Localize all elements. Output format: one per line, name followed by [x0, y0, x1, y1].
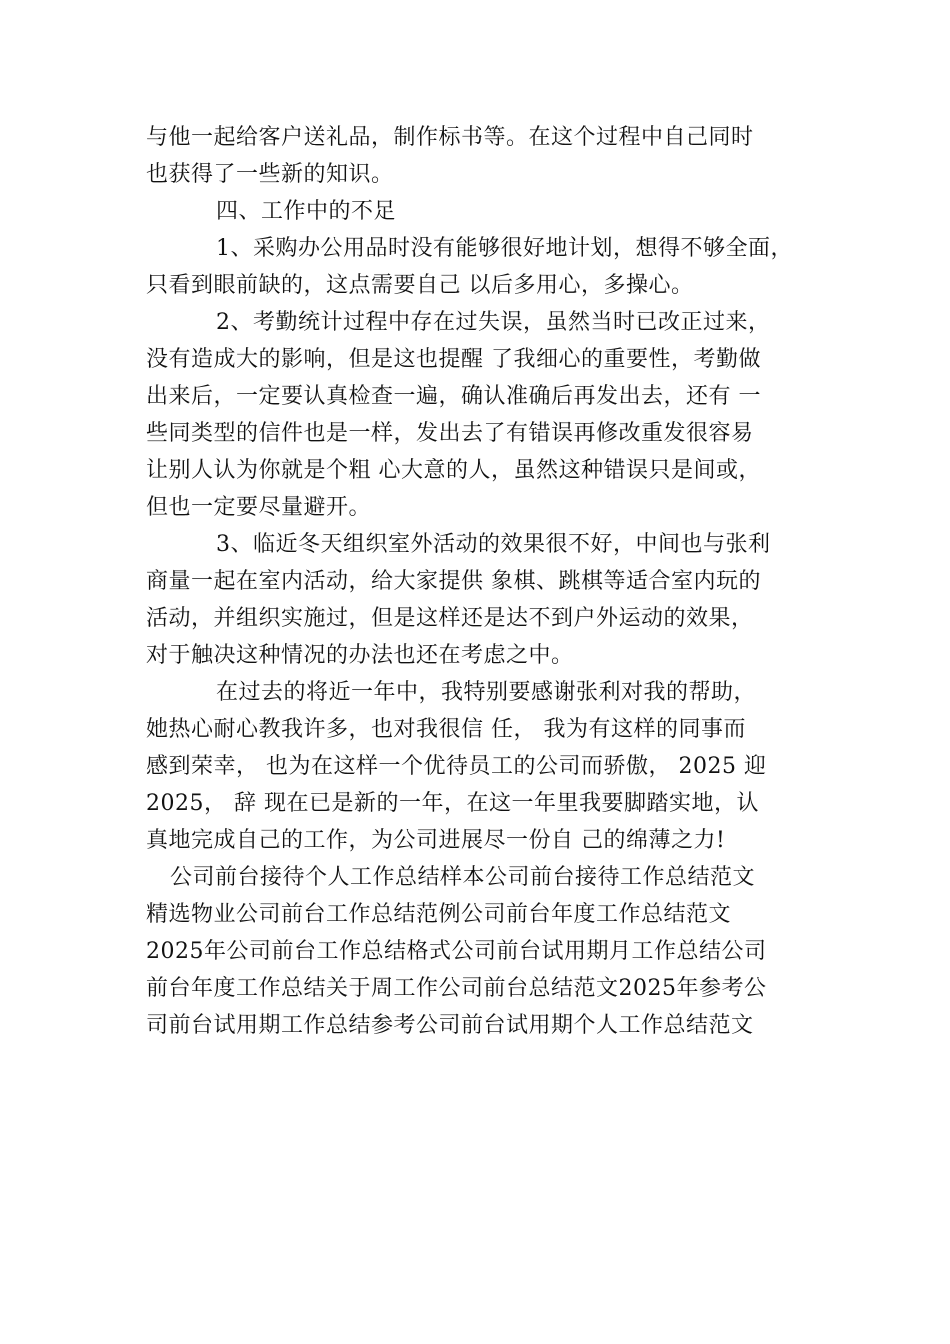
body-text-line: 也获得了一些新的知识。: [146, 162, 394, 187]
body-text-line: 商量一起在室内活动，给大家提供 象棋、跳棋等适合室内玩的: [146, 569, 761, 594]
body-text-line: 3、临近冬天组织室外活动的效果很不好，中间也与张利: [216, 532, 771, 557]
body-text-line: 2、考勤统计过程中存在过失误，虽然当时已改正过来，: [216, 310, 771, 335]
related-titles-line: 2025年公司前台工作总结格式公司前台试用期月工作总结公司: [146, 939, 767, 964]
body-text-line: 没有造成大的影响，但是这也提醒 了我细心的重要性，考勤做: [146, 347, 761, 372]
body-text-line: 对于触决这种情况的办法也还在考虑之中。: [146, 643, 574, 668]
body-text-line: 与他一起给客户送礼品，制作标书等。在这个过程中自己同时: [146, 125, 754, 150]
body-text-line: 1、采购办公用品时没有能够很好地计划，想得不够全面，: [216, 236, 793, 261]
section-heading: 四、工作中的不足: [216, 199, 397, 224]
body-text-line: 只看到眼前缺的，这点需要自己 以后多用心，多操心。: [146, 273, 694, 298]
related-titles-line: 公司前台接待个人工作总结样本公司前台接待工作总结范文: [170, 865, 756, 890]
body-text-line: 在过去的将近一年中，我特别要感谢张利对我的帮助，: [216, 680, 757, 705]
body-text-line: 让别人认为你就是个粗 心大意的人，虽然这种错误只是间或，: [146, 458, 761, 483]
body-text-line: 出来后，一定要认真检查一遍，确认准确后再发出去，还有 一: [146, 384, 761, 409]
related-titles-line: 精选物业公司前台工作总结范例公司前台年度工作总结范文: [146, 902, 732, 927]
body-text-line: 些同类型的信件也是一样，发出去了有错误再修改重发很容易: [146, 421, 754, 446]
related-titles-line: 前台年度工作总结关于周工作公司前台总结范文2025年参考公: [146, 976, 767, 1001]
body-text-line: 但也一定要尽量避开。: [146, 495, 372, 520]
related-titles-line: 司前台试用期工作总结参考公司前台试用期个人工作总结范文: [146, 1013, 754, 1038]
body-text-line: 她热心耐心教我许多，也对我很信 任， 我为有这样的同事而: [146, 717, 746, 742]
body-text-line: 2025， 辞 现在已是新的一年，在这一年里我要脚踏实地，认: [146, 791, 759, 816]
body-text-line: 真地完成自己的工作，为公司进展尽一份自 己的绵薄之力!: [146, 828, 726, 853]
body-text-line: 感到荣幸， 也为在这样一个优待员工的公司而骄傲， 2025 迎: [146, 754, 767, 779]
body-text-line: 活动，并组织实施过，但是这样还是达不到户外运动的效果，: [146, 606, 754, 631]
